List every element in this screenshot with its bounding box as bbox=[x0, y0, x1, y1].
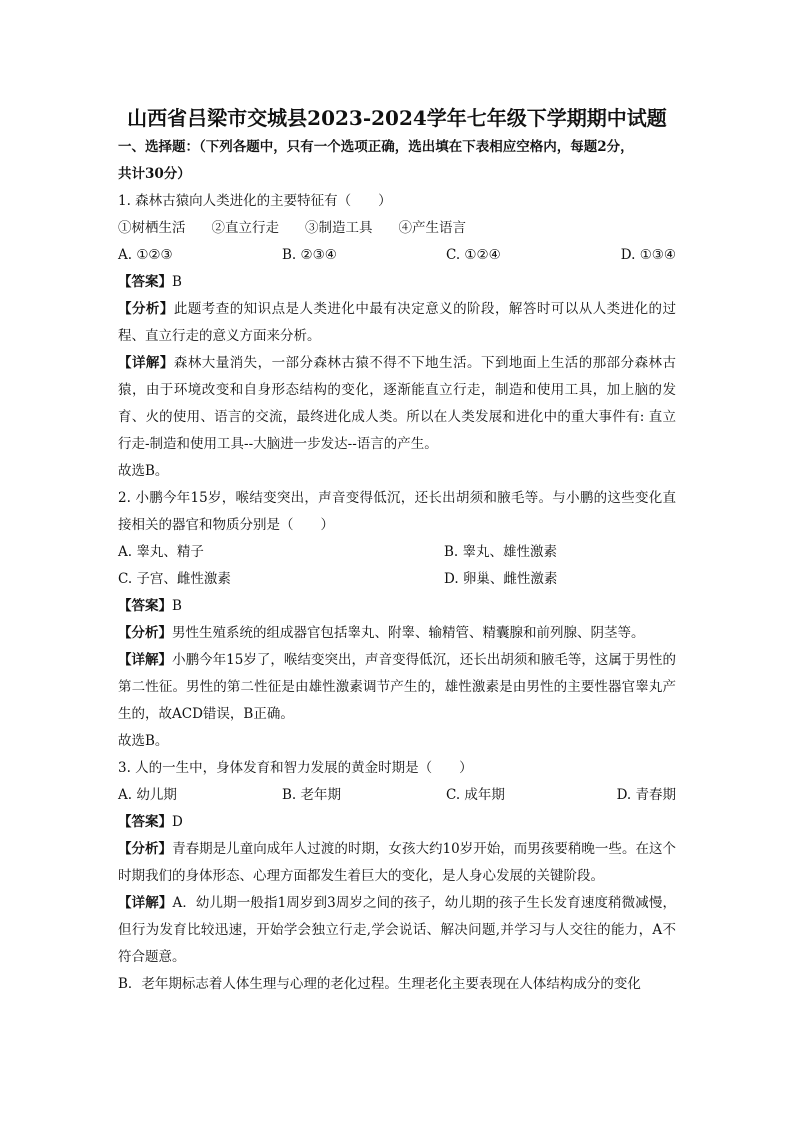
analysis-tag: 【分析】 bbox=[118, 301, 174, 317]
statement: ③制造工具 bbox=[305, 220, 373, 236]
option-d: D. ①③④ bbox=[620, 247, 676, 263]
answer-line bbox=[118, 593, 676, 620]
option-b: B. 老年期 bbox=[282, 787, 342, 803]
option-b: B. 睾丸、雄性激素 bbox=[444, 544, 558, 560]
option-d: D. 卵巢、雌性激素 bbox=[444, 571, 558, 587]
analysis-paragraph bbox=[118, 836, 676, 890]
question-1 bbox=[118, 188, 676, 485]
question-stem: 2. 小鹏今年15岁，喉结变突出，声音变得低沉，还长出胡须和腋毛等。与小鹏的这些变化直接相关的器官和物质分别是（ ） bbox=[118, 490, 676, 533]
statement: ④产生语言 bbox=[398, 220, 466, 236]
detail-paragraph bbox=[118, 890, 676, 971]
section-heading-cont: 共计30分） bbox=[118, 166, 191, 182]
option-d: D. 青春期 bbox=[616, 787, 676, 803]
detail-paragraph bbox=[118, 647, 676, 728]
detail-text: A．幼儿期一般指1周岁到3周岁之间的孩子，幼儿期的孩子生长发育速度稍微减慢，但行为发育比较迅速，开始学会独立行走,学会说话、解决问题,并学习与人交往的能力，A不符合题意。 bbox=[118, 895, 676, 965]
answer-value: B bbox=[172, 274, 182, 290]
analysis-text: 青春期是儿童向成年人过渡的时期，女孩大约10岁开始，而男孩要稍晚一些。在这个时期我们的身体形态、心理方面都发生着巨大的变化，是人身心发展的关键阶段。 bbox=[118, 841, 677, 884]
detail-paragraph-b: B．老年期标志着人体生理与心理的老化过程。生理老化主要表现在人体结构成分的变化 bbox=[118, 976, 641, 992]
answer-line bbox=[118, 269, 676, 296]
conclusion: 故选B。 bbox=[118, 733, 169, 749]
analysis-text: 此题考查的知识点是人类进化中最有决定意义的阶段，解答时可以从人类进化的过程、直立行走的意义方面来分析。 bbox=[118, 301, 677, 344]
question-stem: 3. 人的一生中，身体发育和智力发展的黄金时期是（ ） bbox=[118, 760, 473, 776]
answer-tag: 【答案】 bbox=[118, 598, 172, 614]
analysis-paragraph bbox=[118, 620, 676, 647]
document-page bbox=[118, 104, 676, 998]
question-3 bbox=[118, 755, 676, 998]
options-row bbox=[118, 782, 676, 809]
statement-list bbox=[118, 215, 676, 242]
statement: ②直立行走 bbox=[211, 220, 279, 236]
statement: ①树栖生活 bbox=[118, 220, 186, 236]
section-heading: 一、选择题：（下列各题中，只有一个选项正确，选出填在下表相应空格内，每题2分， bbox=[118, 139, 634, 155]
detail-paragraph bbox=[118, 350, 676, 458]
option-c: C. 子宫、雌性激素 bbox=[118, 571, 231, 587]
option-a: A. ①②③ bbox=[118, 247, 173, 263]
question-stem: 1. 森林古猿向人类进化的主要特征有（ ） bbox=[118, 193, 392, 209]
options-grid bbox=[118, 539, 676, 593]
analysis-paragraph bbox=[118, 296, 676, 350]
analysis-tag: 【分析】 bbox=[118, 625, 172, 641]
option-c: C. ①②④ bbox=[446, 247, 501, 263]
question-2 bbox=[118, 485, 676, 755]
detail-text: 小鹏今年15岁了，喉结变突出，声音变得低沉，还长出胡须和腋毛等，这属于男性的第二性征。男性的第二性征是由雄性激素调节产生的，雄性激素是由男性的主要性器官睾丸产生的，故ACD错误，B正确。 bbox=[118, 652, 677, 722]
option-a: A. 睾丸、精子 bbox=[118, 544, 204, 560]
analysis-tag: 【分析】 bbox=[118, 841, 173, 857]
detail-tag: 【详解】 bbox=[118, 355, 174, 371]
detail-tag: 【详解】 bbox=[118, 652, 173, 668]
document-title: 山西省吕梁市交城县2023-2024学年七年级下学期期中试题 bbox=[127, 106, 667, 130]
option-b: B. ②③④ bbox=[282, 247, 337, 263]
answer-tag: 【答案】 bbox=[118, 814, 172, 830]
conclusion: 故选B。 bbox=[118, 463, 169, 479]
analysis-text: 男性生殖系统的组成器官包括睾丸、附睾、输精管、精囊腺和前列腺、阴茎等。 bbox=[172, 625, 645, 641]
answer-value: D bbox=[172, 814, 183, 830]
answer-tag: 【答案】 bbox=[118, 274, 172, 290]
options-row bbox=[118, 242, 676, 269]
option-a: A. 幼儿期 bbox=[118, 787, 177, 803]
detail-text: 森林大量消失，一部分森林古猿不得不下地生活。下到地面上生活的那部分森林古猿，由于环境改变和自身形态结构的变化，逐渐能直立行走，制造和使用工具，加上脑的发育、火的使用、语言的交流，最终进化成人类。所以在人类发展和进化中的重大事件有: 直立行走-制造和使用工具--大脑进一步发达--语言的产生。 bbox=[118, 355, 677, 452]
detail-tag: 【详解】 bbox=[118, 895, 173, 911]
answer-value: B bbox=[172, 598, 182, 614]
answer-line bbox=[118, 809, 676, 836]
option-c: C. 成年期 bbox=[446, 787, 505, 803]
